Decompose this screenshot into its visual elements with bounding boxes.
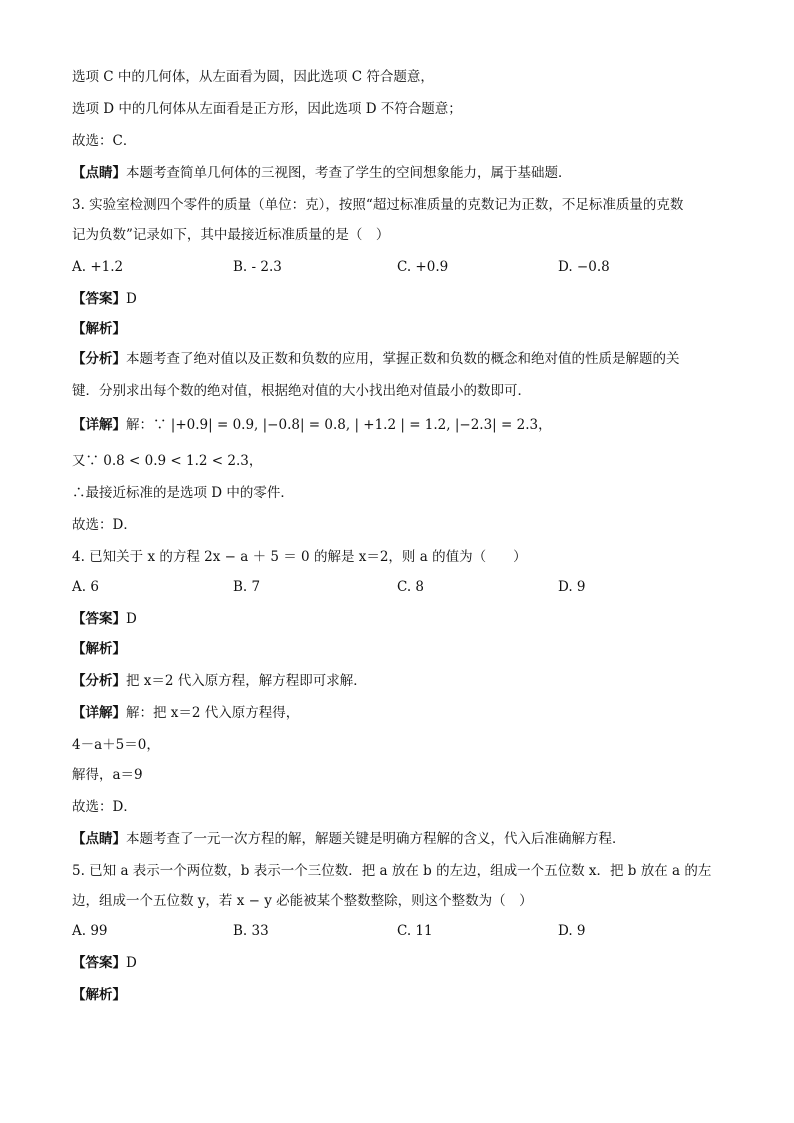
option-d: D. −0.8 bbox=[558, 259, 610, 275]
question-3-stem: 记为负数”记录如下，其中最接近标准质量的是（ ） bbox=[72, 227, 390, 243]
text-line: 选项 C 中的几何体，从左面看为圆，因此选项 C 符合题意， bbox=[72, 69, 434, 85]
fenxi-tag: 【分析】 bbox=[72, 673, 126, 689]
answer-line bbox=[72, 610, 137, 628]
answer-line bbox=[72, 290, 137, 308]
remark-text: 本题考查简单几何体的三视图，考查了学生的空间想象能力，属于基础题． bbox=[126, 165, 572, 181]
detail-tag: 【详解】 bbox=[72, 705, 126, 721]
detail-line bbox=[72, 704, 299, 722]
detail-line: 解得，a＝9 bbox=[72, 767, 143, 783]
remark-line bbox=[72, 830, 626, 848]
remark-tag: 【点睛】 bbox=[72, 165, 126, 181]
fenxi-text: 把 x＝2 代入原方程，解方程即可求解． bbox=[126, 673, 367, 689]
option-a: A. +1.2 bbox=[72, 259, 124, 275]
remark-tag: 【点睛】 bbox=[72, 831, 126, 847]
option-c: C. +0.9 bbox=[397, 259, 449, 275]
analysis-line bbox=[72, 672, 367, 690]
question-3-stem: 3. 实验室检测四个零件的质量（单位：克），按照“超过标准质量的克数记为正数，不足标准质量的克数 bbox=[72, 197, 684, 213]
remark-text: 本题考查了一元一次方程的解，解题关键是明确方程解的含义，代入后准确解方程． bbox=[126, 831, 626, 847]
option-d: D. 9 bbox=[558, 579, 586, 595]
option-a: A. 6 bbox=[72, 579, 99, 595]
analysis-tag: 【解析】 bbox=[72, 641, 126, 657]
detail-text: 解：把 x＝2 代入原方程得， bbox=[126, 705, 300, 721]
question-5-stem: 5. 已知 a 表示一个两位数，b 表示一个三位数．把 a 放在 b 的左边，组成一个五位数 x．把 b 放在 a 的左 bbox=[72, 863, 712, 879]
answer-value: D bbox=[126, 955, 137, 971]
option-b: B. 33 bbox=[233, 923, 269, 939]
fenxi-text: 本题考查了绝对值以及正数和负数的应用，掌握正数和负数的概念和绝对值的性质是解题的关 bbox=[126, 351, 680, 367]
answer-tag: 【答案】 bbox=[72, 611, 126, 627]
detail-line: 故选：D． bbox=[72, 517, 137, 533]
question-5-stem: 边，组成一个五位数 y，若 x − y 必能被某个整数整除，则这个整数为（ ） bbox=[72, 893, 533, 909]
answer-line bbox=[72, 954, 137, 972]
option-b: B. - 2.3 bbox=[233, 259, 282, 275]
answer-tag: 【答案】 bbox=[72, 955, 126, 971]
option-c: C. 8 bbox=[397, 579, 425, 595]
option-a: A. 99 bbox=[72, 923, 108, 939]
answer-value: D bbox=[126, 611, 137, 627]
detail-text: 解：∵ |+0.9| = 0.9, |−0.8| = 0.8, | +1.2 | = 1.2, |−2.3| = 2.3， bbox=[126, 417, 552, 433]
detail-tag: 【详解】 bbox=[72, 417, 126, 433]
detail-line: 4－a＋5＝0， bbox=[72, 737, 160, 753]
answer-tag: 【答案】 bbox=[72, 291, 126, 307]
detail-line: 故选：D． bbox=[72, 799, 137, 815]
option-c: C. 11 bbox=[397, 923, 433, 939]
option-d: D. 9 bbox=[558, 923, 586, 939]
fenxi-tag: 【分析】 bbox=[72, 351, 126, 367]
question-4-stem: 4. 已知关于 x 的方程 2x − a ＋ 5 ＝ 0 的解是 x＝2，则 a 的值为（ ） bbox=[72, 549, 527, 565]
text-line: 选项 D 中的几何体从左面看是正方形，因此选项 D 不符合题意； bbox=[72, 101, 462, 117]
analysis-tag: 【解析】 bbox=[72, 987, 126, 1003]
analysis-line: 键．分别求出每个数的绝对值，根据绝对值的大小找出绝对值最小的数即可． bbox=[72, 383, 531, 399]
answer-value: D bbox=[126, 291, 137, 307]
analysis-tag: 【解析】 bbox=[72, 321, 126, 337]
detail-line: ∴最接近标准的是选项 D 中的零件． bbox=[72, 485, 294, 501]
option-b: B. 7 bbox=[233, 579, 261, 595]
analysis-line bbox=[72, 350, 680, 368]
text-line: 故选：C． bbox=[72, 133, 137, 149]
detail-line bbox=[72, 416, 552, 434]
remark-line bbox=[72, 164, 572, 182]
detail-line: 又∵ 0.8 < 0.9 < 1.2 < 2.3， bbox=[72, 453, 263, 469]
